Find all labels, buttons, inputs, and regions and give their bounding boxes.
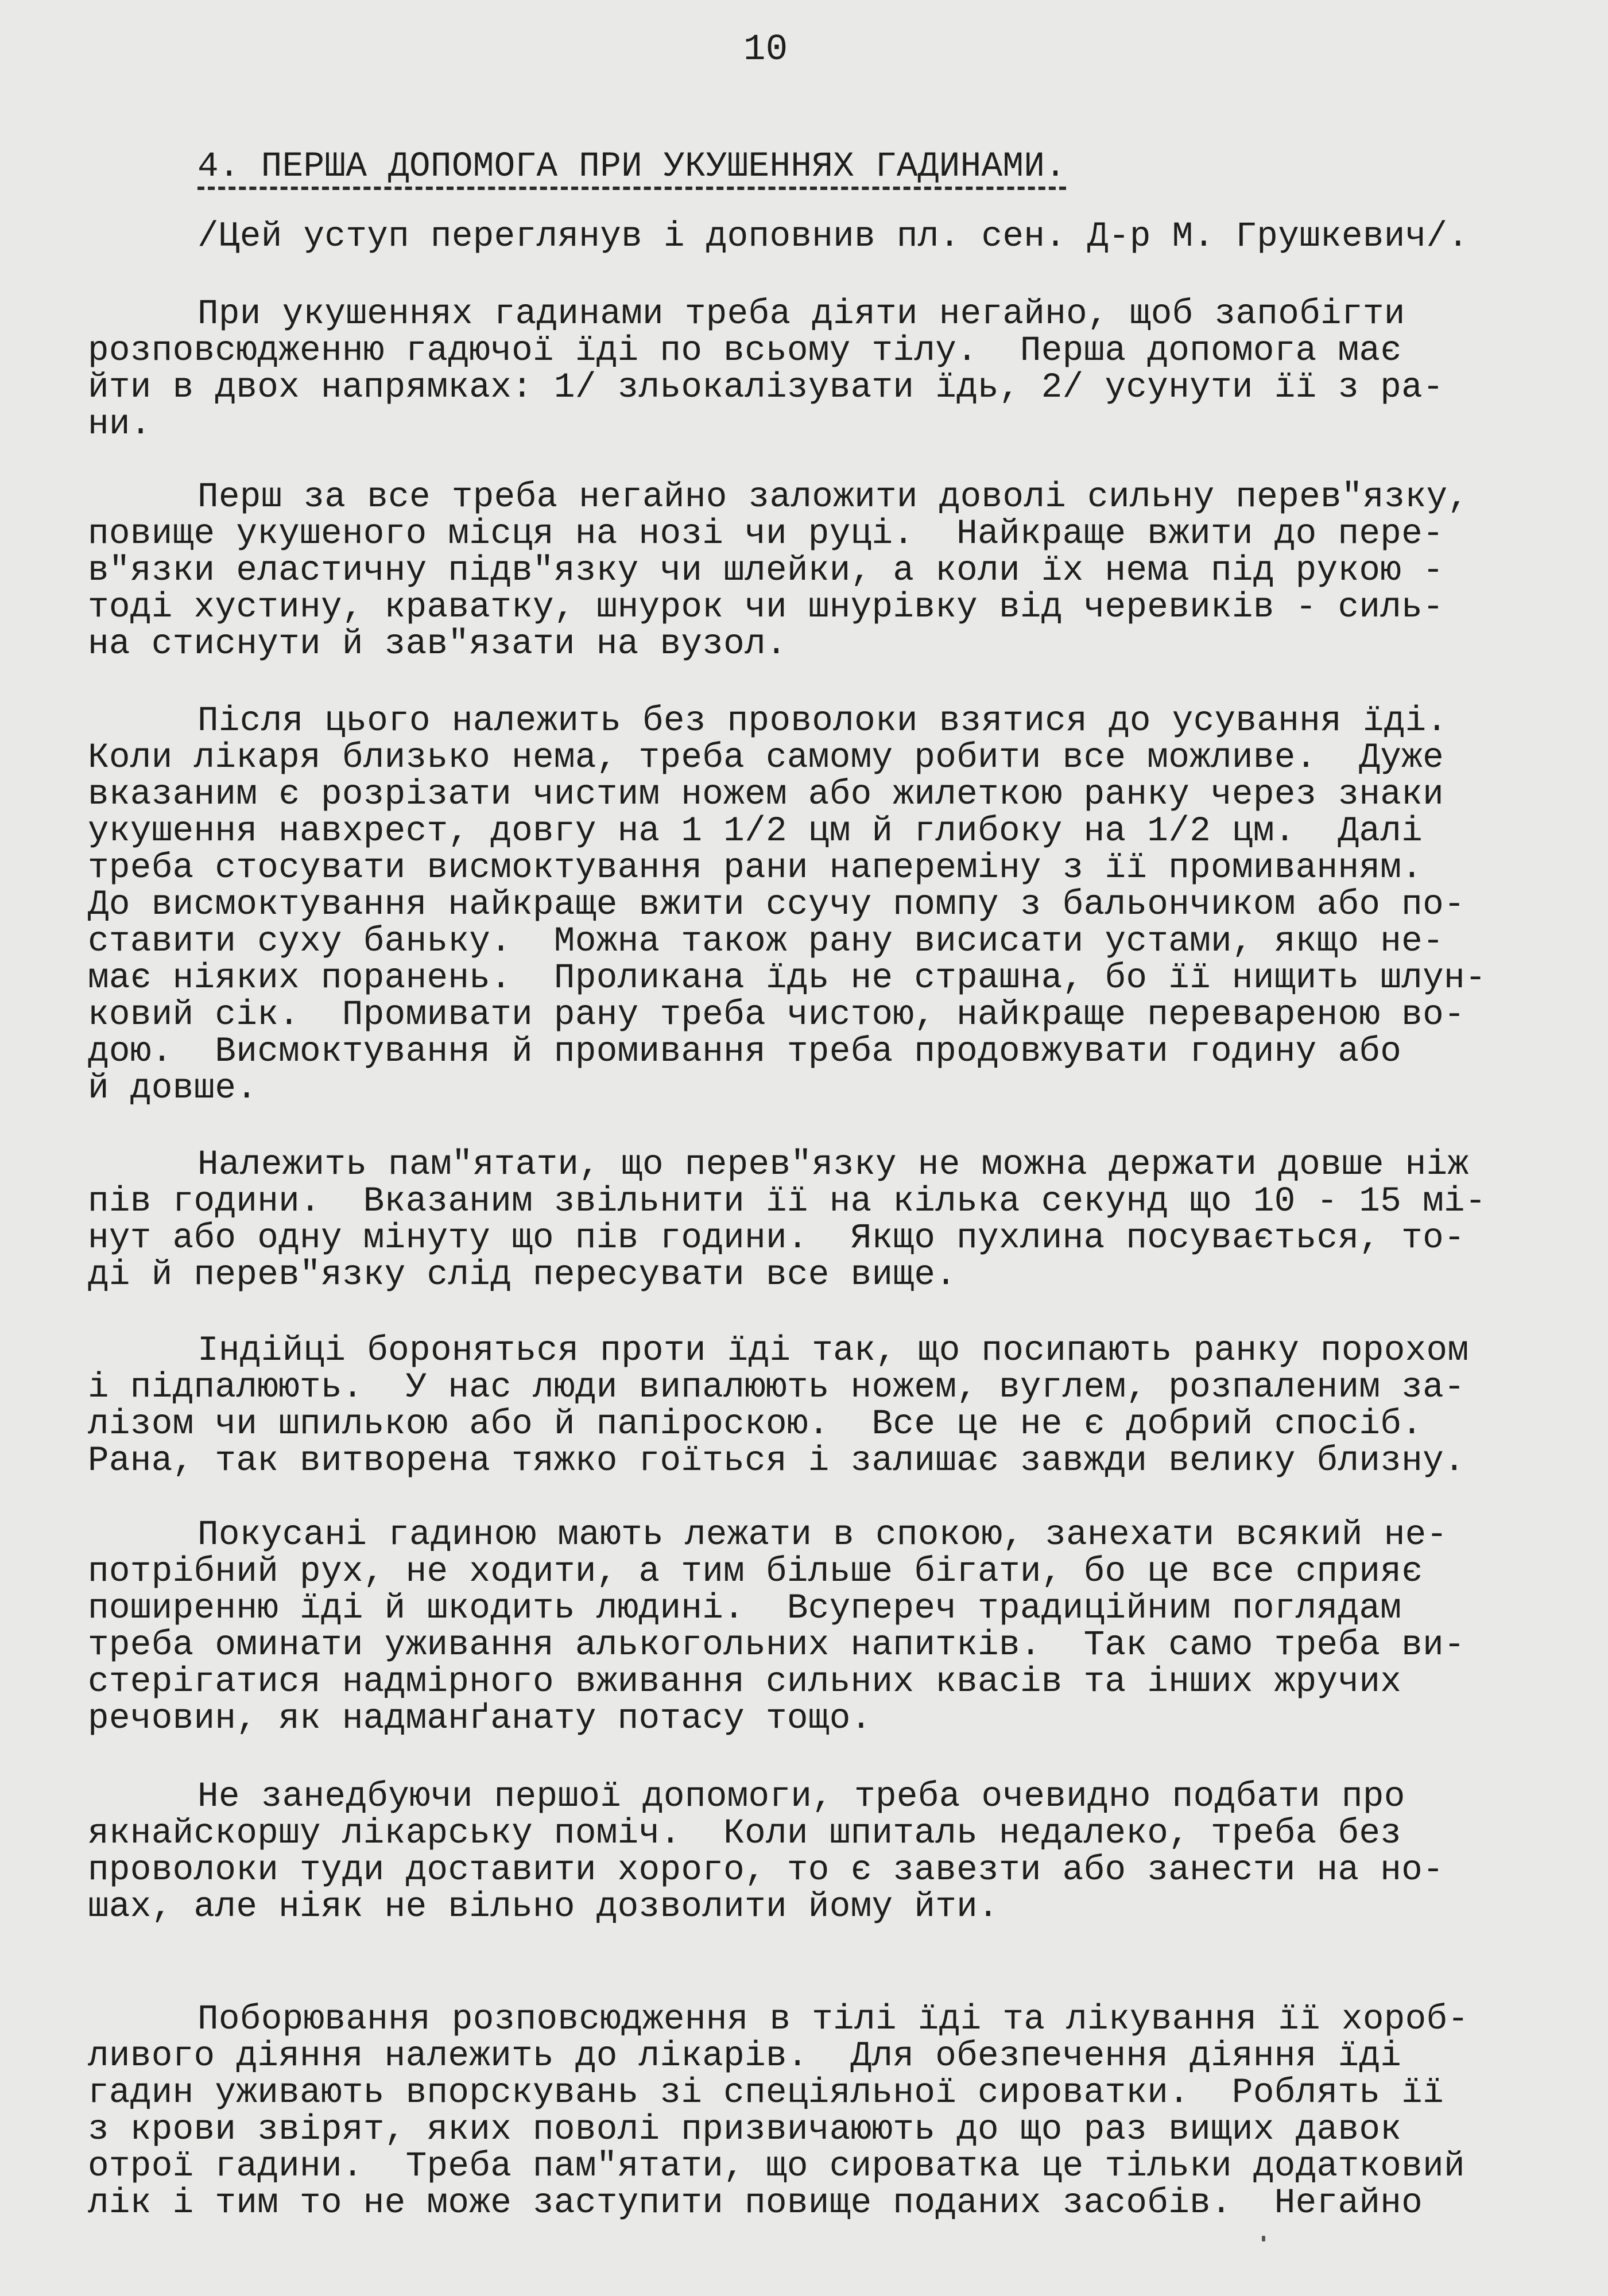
text-line: Поборювання розповсюдження в тілі їді та лікування її хороб- xyxy=(197,2000,1469,2039)
paper-speck xyxy=(1262,2236,1265,2241)
section-subtitle: /Цей уступ переглянув і доповнив пл. сен. Д-р М. Грушкевич/. xyxy=(197,217,1469,257)
text-line: Належить пам"ятати, що перев"язку не можна держати довше ніж xyxy=(197,1145,1469,1185)
text-line: треба оминати уживання алькогольних напитків. Так само треба ви- xyxy=(88,1626,1465,1665)
paragraph xyxy=(88,1779,1444,1926)
text-line: розповсюдженню гадючої їді по всьому тілу. Перша допомога має xyxy=(88,331,1402,371)
text-line: ни. xyxy=(88,405,152,444)
paragraph xyxy=(88,1333,1468,1480)
text-line: якнайскоршу лікарську поміч. Коли шпиталь недалеко, треба без xyxy=(88,1814,1402,1853)
text-line: Перш за все треба негайно заложити доволі сильну перев"язку, xyxy=(197,478,1469,517)
paragraph xyxy=(88,2002,1468,2222)
text-line: йти в двох напрямках: 1/ зльокалізувати їдь, 2/ усунути її з ра- xyxy=(88,368,1444,408)
text-line: Не занедбуючи першої допомоги, треба очевидно подбати про xyxy=(197,1777,1405,1817)
text-line: До висмоктування найкраще вжити ссучу помпу з бальончиком або по- xyxy=(88,885,1465,925)
paragraph xyxy=(88,1517,1465,1737)
text-line: укушення навхрест, довгу на 1 1/2 цм й глибоку на 1/2 цм. Далі xyxy=(88,812,1423,851)
paragraph xyxy=(88,703,1486,1107)
text-line: речовин, як надманґанату потасу тощо. xyxy=(88,1699,872,1739)
text-line: тоді хустину, краватку, шнурок чи шнурівку від черевиків - силь- xyxy=(88,588,1444,627)
text-line: й довше. xyxy=(88,1069,258,1108)
section-title: 4. ПЕРША ДОПОМОГА ПРИ УКУШЕННЯХ ГАДИНАМИ. xyxy=(197,149,1066,190)
text-line: поширенню їді й шкодить людині. Всупереч традиційним поглядам xyxy=(88,1589,1402,1628)
text-line: Покусані гадиною мають лежати в спокою, занехати всякий не- xyxy=(197,1515,1448,1555)
text-line: стерігатися надмірного вживання сильних квасів та інших жручих xyxy=(88,1662,1402,1702)
text-line: нут або одну мінуту що пів години. Якщо пухлина посувається, то- xyxy=(88,1219,1465,1258)
text-line: ді й перев"язку слід пересувати все вище. xyxy=(88,1255,957,1295)
text-line: лізом чи шпилькою або й папіроскою. Все це не є добрий спосіб. xyxy=(88,1405,1423,1444)
text-line: Коли лікаря близько нема, треба самому робити все можливе. Дуже xyxy=(88,738,1444,778)
paragraph xyxy=(88,479,1468,663)
text-line: має ніяких поранень. Проликана їдь не страшна, бо її нищить шлун- xyxy=(88,959,1486,998)
text-line: в"язки еластичну підв"язку чи шлейки, а коли їх нема під рукою - xyxy=(88,551,1444,591)
text-line: отрої гадини. Треба пам"ятати, що сироватка це тільки додатковий xyxy=(88,2147,1465,2186)
text-line: на стиснути й зав"язати на вузол. xyxy=(88,625,787,664)
text-line: гадин уживають впорскувань зі спеціяльної сироватки. Роблять її xyxy=(88,2073,1444,2113)
text-line: повище укушеного місця на нозі чи руці. Найкраще вжити до пере- xyxy=(88,514,1444,554)
paragraph xyxy=(88,296,1444,443)
text-line: треба стосувати висмоктування рани напереміну з її промиванням. xyxy=(88,848,1423,888)
text-line: ливого діяння належить до лікарів. Для обезпечення діяння їді xyxy=(88,2037,1402,2076)
text-line: При укушеннях гадинами треба діяти негайно, щоб запобігти xyxy=(197,294,1405,334)
text-line: потрібний рух, не ходити, а тим більше бігати, бо це все сприяє xyxy=(88,1552,1423,1592)
text-line: і підпалюють. У нас люди випалюють ножем, вуглем, розпаленим за- xyxy=(88,1368,1465,1407)
text-line: вказаним є розрізати чистим ножем або жилеткою ранку через знаки xyxy=(88,775,1444,815)
text-line: Індійці бороняться проти їді так, що посипають ранку порохом xyxy=(197,1331,1469,1371)
text-line: ставити суху баньку. Можна також рану висисати устами, якщо не- xyxy=(88,922,1444,961)
text-line: пів години. Вказаним звільнити її на кілька секунд що 10 - 15 мі- xyxy=(88,1182,1486,1221)
text-line: Після цього належить без проволоки взятися до усування їді. xyxy=(197,701,1448,741)
text-line: ковий сік. Промивати рану треба чистою, найкраще перевареною во- xyxy=(88,995,1465,1035)
text-line: Рана, так витворена тяжко гоїться і залишає завжди велику близну. xyxy=(88,1441,1465,1481)
text-line: лік і тим то не може заступити повище поданих засобів. Негайно xyxy=(88,2183,1423,2223)
text-line: проволоки туди доставити хорого, то є завезти або занести на но- xyxy=(88,1851,1444,1890)
paragraph xyxy=(88,1147,1486,1294)
text-line: з крови звірят, яких поволі призвичаюють до що раз вищих давок xyxy=(88,2110,1402,2150)
page-number: 10 xyxy=(743,29,788,71)
text-line: дою. Висмоктування й промивання треба продовжувати годину або xyxy=(88,1032,1402,1072)
text-line: шах, але ніяк не вільно дозволити йому йти. xyxy=(88,1887,999,1927)
